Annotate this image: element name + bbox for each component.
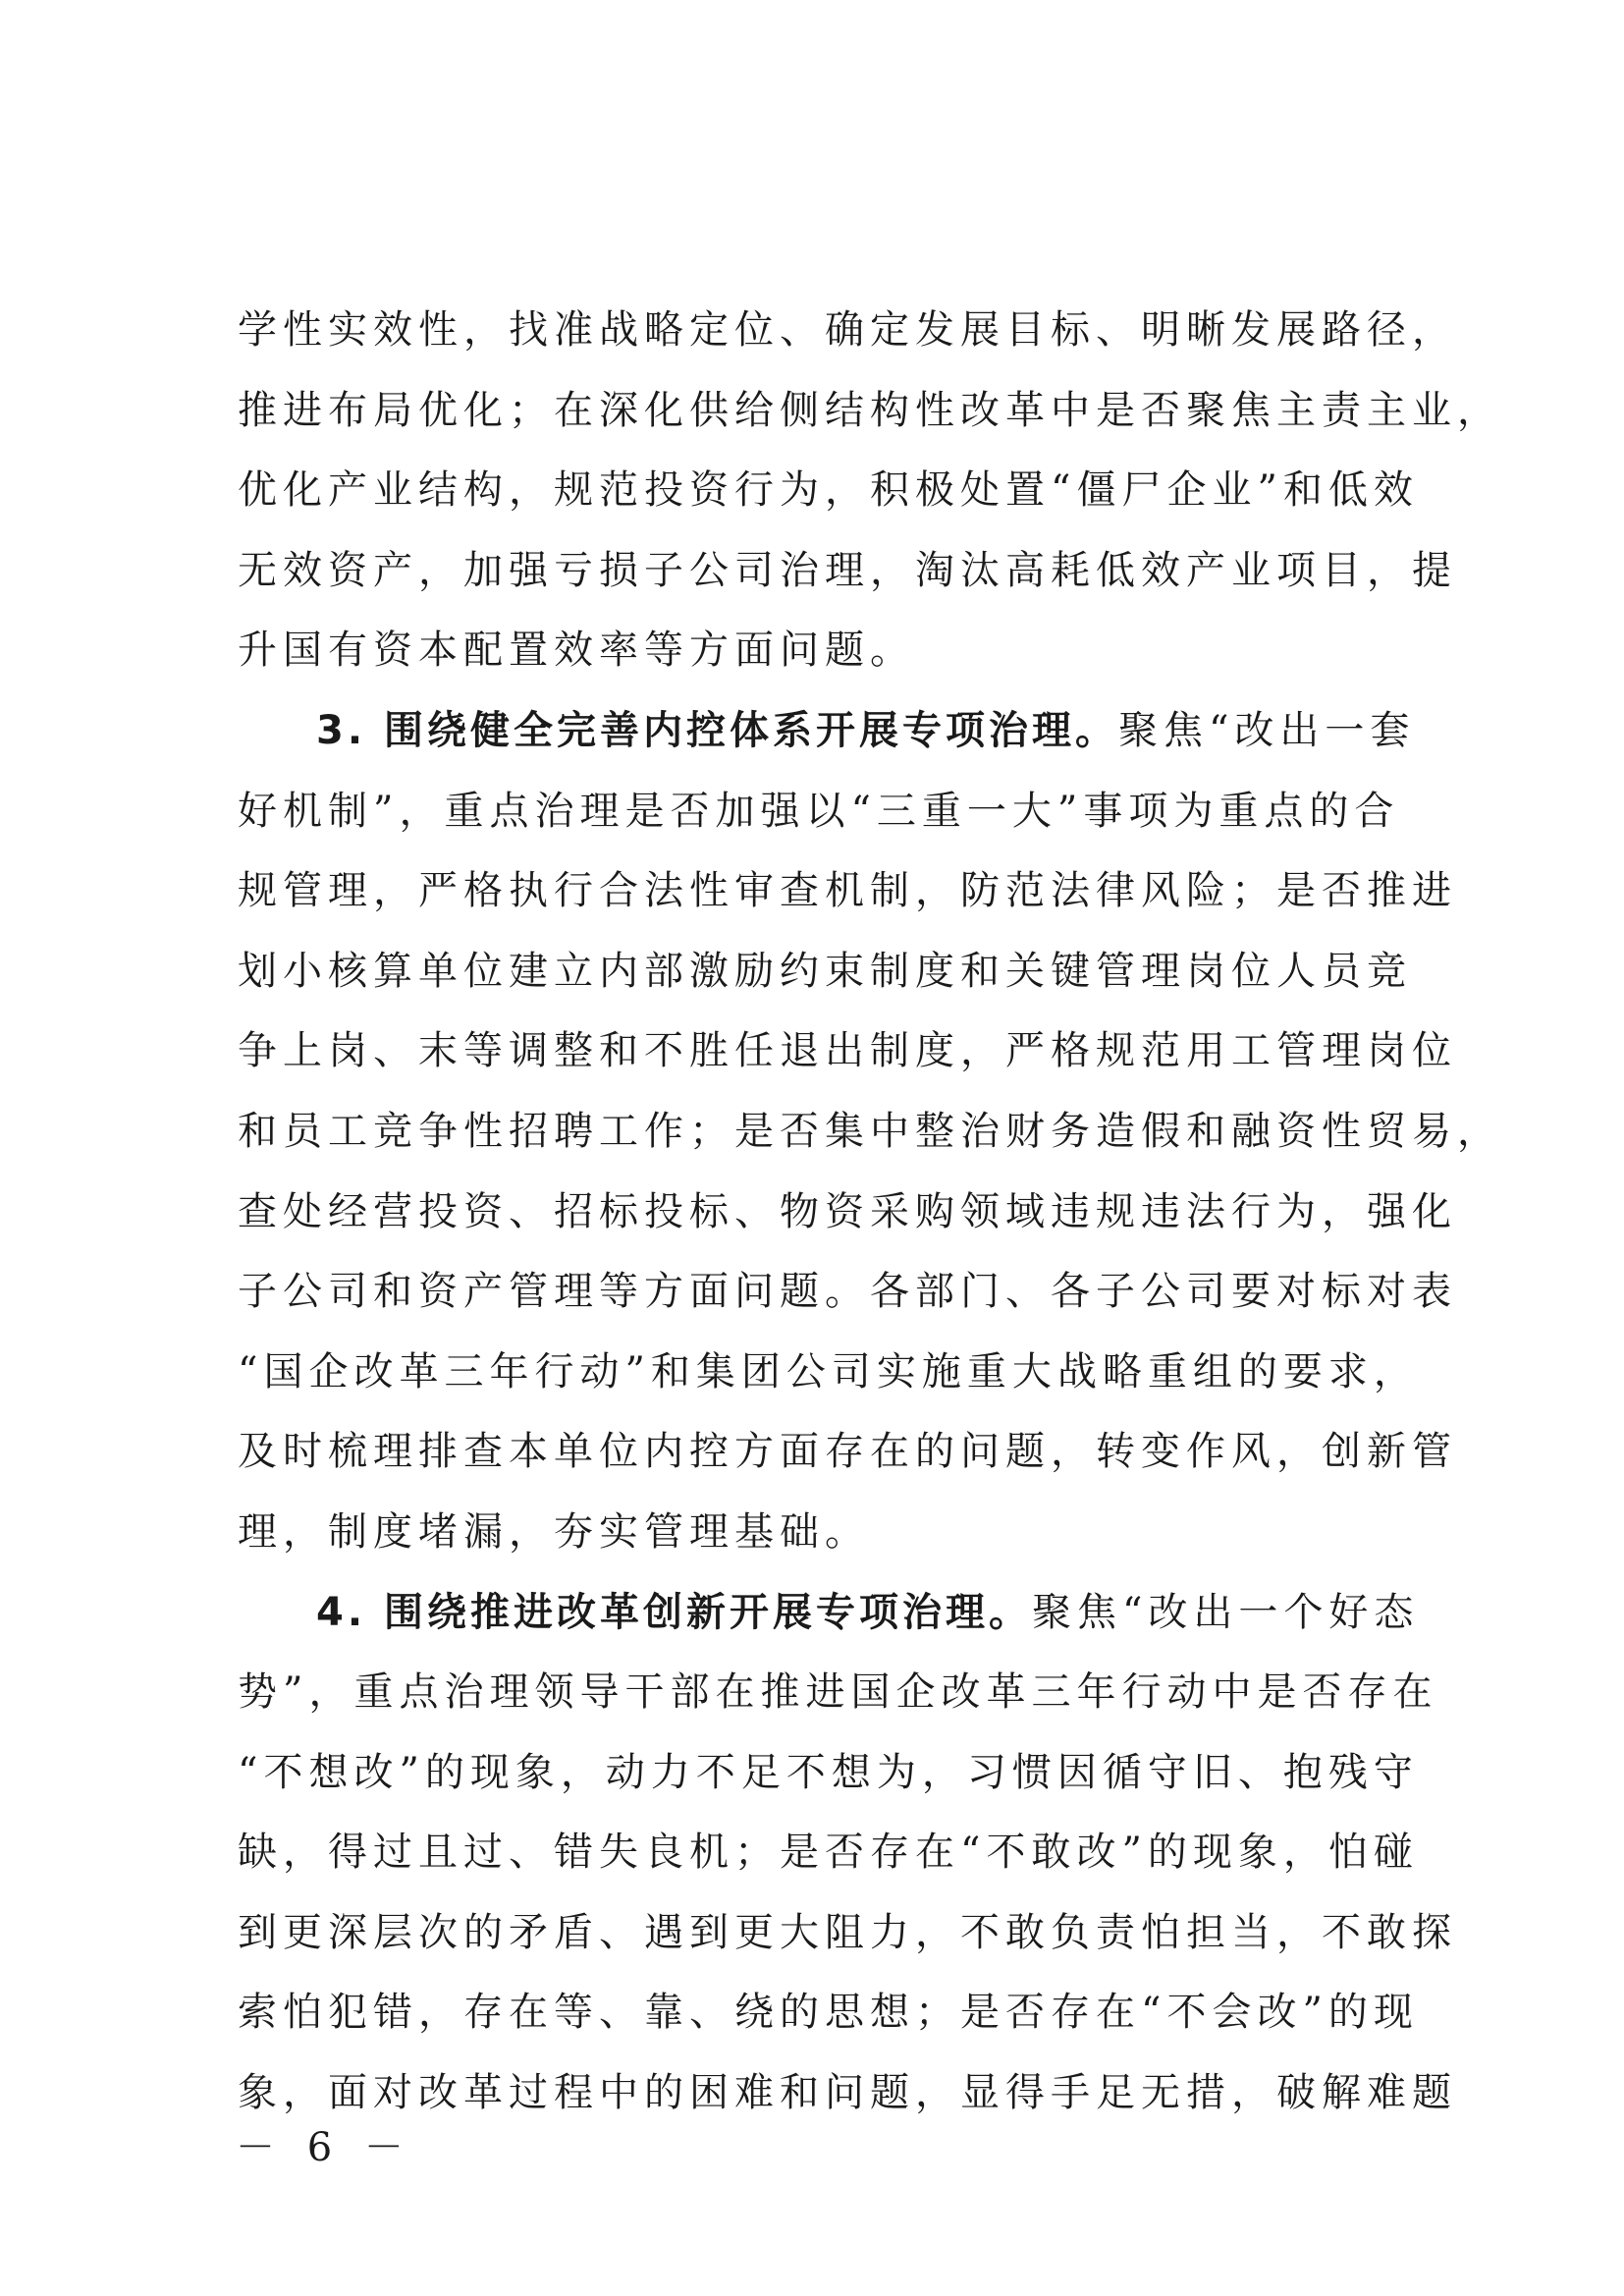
text-line: “国企改革三年行动”和集团公司实施重大战略重组的要求， (238, 1348, 1419, 1394)
paragraph-reform-innovation (238, 1573, 1457, 2134)
page-number: － 6 － (236, 2125, 413, 2170)
text-line (238, 691, 1416, 772)
text-line: 势”，重点治理领导干部在推进国企改革三年行动中是否存在 (238, 1669, 1438, 1716)
section-heading: 4. 围绕推进改革创新开展专项治理。 (316, 1589, 1032, 1635)
text-line: 理，制度堵漏，夯实管理基础。 (238, 1508, 870, 1555)
text-line: 象，面对改革过程中的困难和问题，显得手足无措，破解难题 (238, 2070, 1457, 2116)
text-line: 规管理，严格执行合法性审查机制，防范法律风险；是否推进 (238, 868, 1457, 914)
paragraph-continuation (238, 291, 1502, 691)
text-line: 及时梳理排查本单位内控方面存在的问题，转变作风，创新管 (238, 1429, 1457, 1475)
text-line: 缺，得过且过、错失良机；是否存在“不敢改”的现象，怕碰 (238, 1830, 1419, 1876)
text-line: 学性实效性，找准战略定位、确定发展目标、明晰发展路径， (238, 307, 1457, 353)
text-line: 推进布局优化；在深化供给侧结构性改革中是否聚焦主责主业， (238, 387, 1502, 433)
body-text (238, 291, 1502, 2134)
text-line: 子公司和资产管理等方面问题。各部门、各子公司要对标对表 (238, 1269, 1457, 1315)
text-line: 好机制”，重点治理是否加强以“三重一大”事项为重点的合 (238, 788, 1400, 834)
text-line: 索怕犯错，存在等、靠、绕的思想；是否存在“不会改”的现 (238, 1990, 1419, 2036)
text-line (238, 1573, 1420, 1654)
text-line: 和员工竞争性招聘工作；是否集中整治财务造假和融资性贸易， (238, 1108, 1502, 1154)
text-line: 无效资产，加强亏损子公司治理，淘汰高耗低效产业项目，提 (238, 547, 1457, 593)
text-line: 到更深层次的矛盾、遇到更大阻力，不敢负责怕担当，不敢探 (238, 1909, 1457, 1955)
text-line: 升国有资本配置效率等方面问题。 (238, 628, 915, 674)
text-line: 查处经营投资、招标投标、物资采购领域违规违法行为，强化 (238, 1188, 1457, 1234)
section-heading: 3. 围绕健全完善内控体系开展专项治理。 (316, 707, 1118, 753)
text-line: 争上岗、末等调整和不胜任退出制度，严格规范用工管理岗位 (238, 1028, 1457, 1074)
text-line: “不想改”的现象，动力不足不想为，习惯因循守旧、抱残守 (238, 1749, 1419, 1795)
text-line: 优化产业结构，规范投资行为，积极处置“僵尸企业”和低效 (238, 467, 1419, 514)
text-line: 划小核算单位建立内部激励约束制度和关键管理岗位人员竞 (238, 948, 1412, 994)
heading-followup-text: 聚焦“改出一个好态 (1031, 1589, 1420, 1635)
heading-followup-text: 聚焦“改出一套 (1117, 707, 1416, 753)
paragraph-internal-control (238, 691, 1502, 1573)
